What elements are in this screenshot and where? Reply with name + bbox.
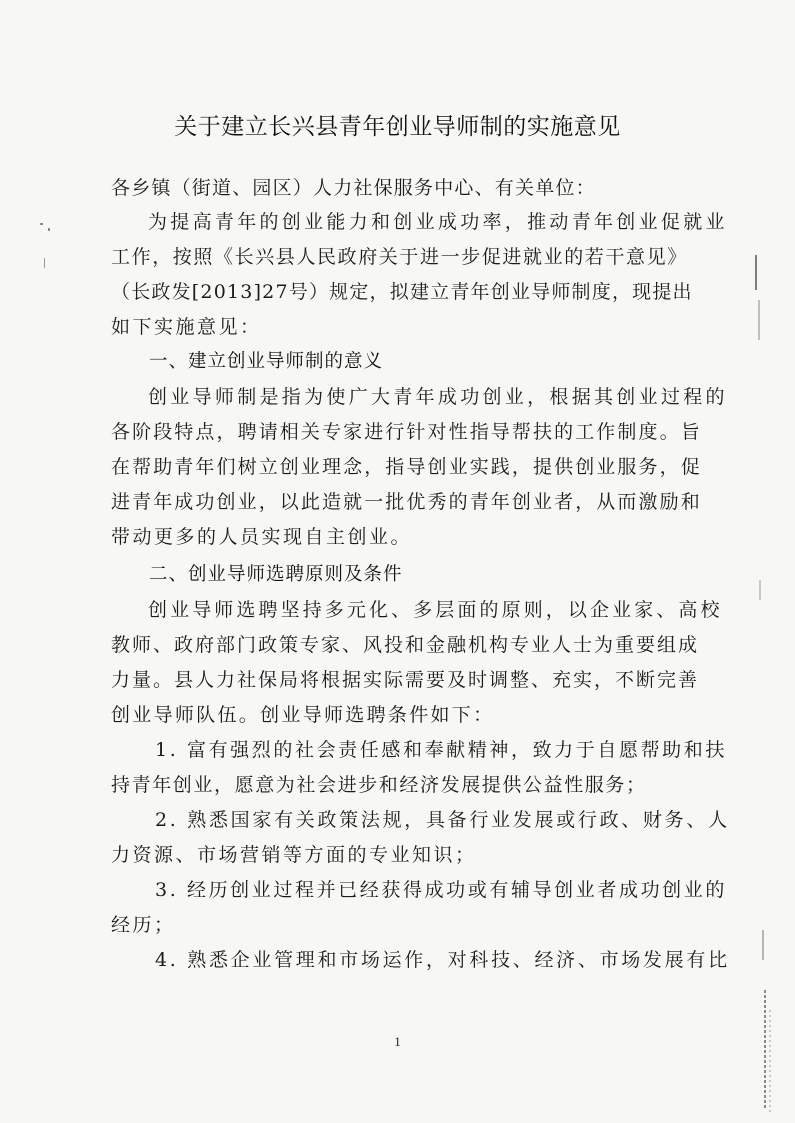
body-line: 创业导师队伍。创业导师选聘条件如下： (111, 704, 495, 726)
body-line: 在帮助青年们树立创业理念，指导创业实践，提供创业服务，促 (111, 456, 702, 478)
body-line: 工作，按照《长兴县人民政府关于进一步促进就业的若干意见》 (111, 246, 688, 268)
body-line: 如下实施意见： (111, 316, 262, 338)
scan-speck (44, 258, 45, 268)
body-line: 为提高青年的创业能力和创业成功率，推动青年创业促就业 (148, 211, 728, 233)
list-item: 4. 熟悉企业管理和市场运作，对科技、经济、市场发展有比 (155, 949, 730, 971)
body-line: 进青年成功创业，以此造就一批优秀的青年创业者，从而激励和 (111, 491, 702, 513)
body-line: 带动更多的人员实现自主创业。 (111, 526, 413, 548)
scan-speck (40, 223, 43, 225)
body-line: 力量。县人力社保局将根据实际需要及时调整、充实，不断完善 (111, 669, 700, 691)
addressee-line: 各乡镇（街道、园区）人力社保服务中心、有关单位： (111, 177, 596, 199)
list-item-continuation: 持青年创业，愿意为社会进步和经济发展提供公益性服务； (111, 774, 647, 796)
document-title: 关于建立长兴县青年创业导师制的实施意见 (174, 114, 621, 140)
list-item: 3. 经历创业过程并已经获得成功或有辅导创业者成功创业的 (155, 879, 727, 901)
body-line: （长政发[2013]27号）规定，拟建立青年创业导师制度，现提出 (111, 281, 693, 303)
list-item: 1. 富有强烈的社会责任感和奉献精神，致力于自愿帮助和扶 (155, 739, 727, 761)
section-heading: 二、创业导师选聘原则及条件 (149, 564, 403, 585)
section-heading: 一、建立创业导师制的意义 (149, 351, 384, 372)
page-number: 1 (394, 1034, 401, 1049)
scan-speck (48, 228, 50, 231)
body-line: 教师、政府部门政策专家、风投和金融机构专业人士为重要组成 (111, 634, 700, 656)
body-line: 创业导师制是指为使广大青年成功创业，根据其创业过程的 (148, 386, 728, 408)
body-line: 各阶段特点，聘请相关专家进行针对性指导帮扶的工作制度。旨 (111, 421, 702, 443)
list-item: 2. 熟悉国家有关政策法规，具备行业发展或行政、财务、人 (155, 809, 730, 831)
list-item-continuation: 力资源、市场营销等方面的专业知识； (111, 844, 477, 866)
body-line: 创业导师选聘坚持多元化、多层面的原则，以企业家、高校 (148, 599, 723, 621)
list-item-continuation: 经历； (111, 914, 176, 936)
